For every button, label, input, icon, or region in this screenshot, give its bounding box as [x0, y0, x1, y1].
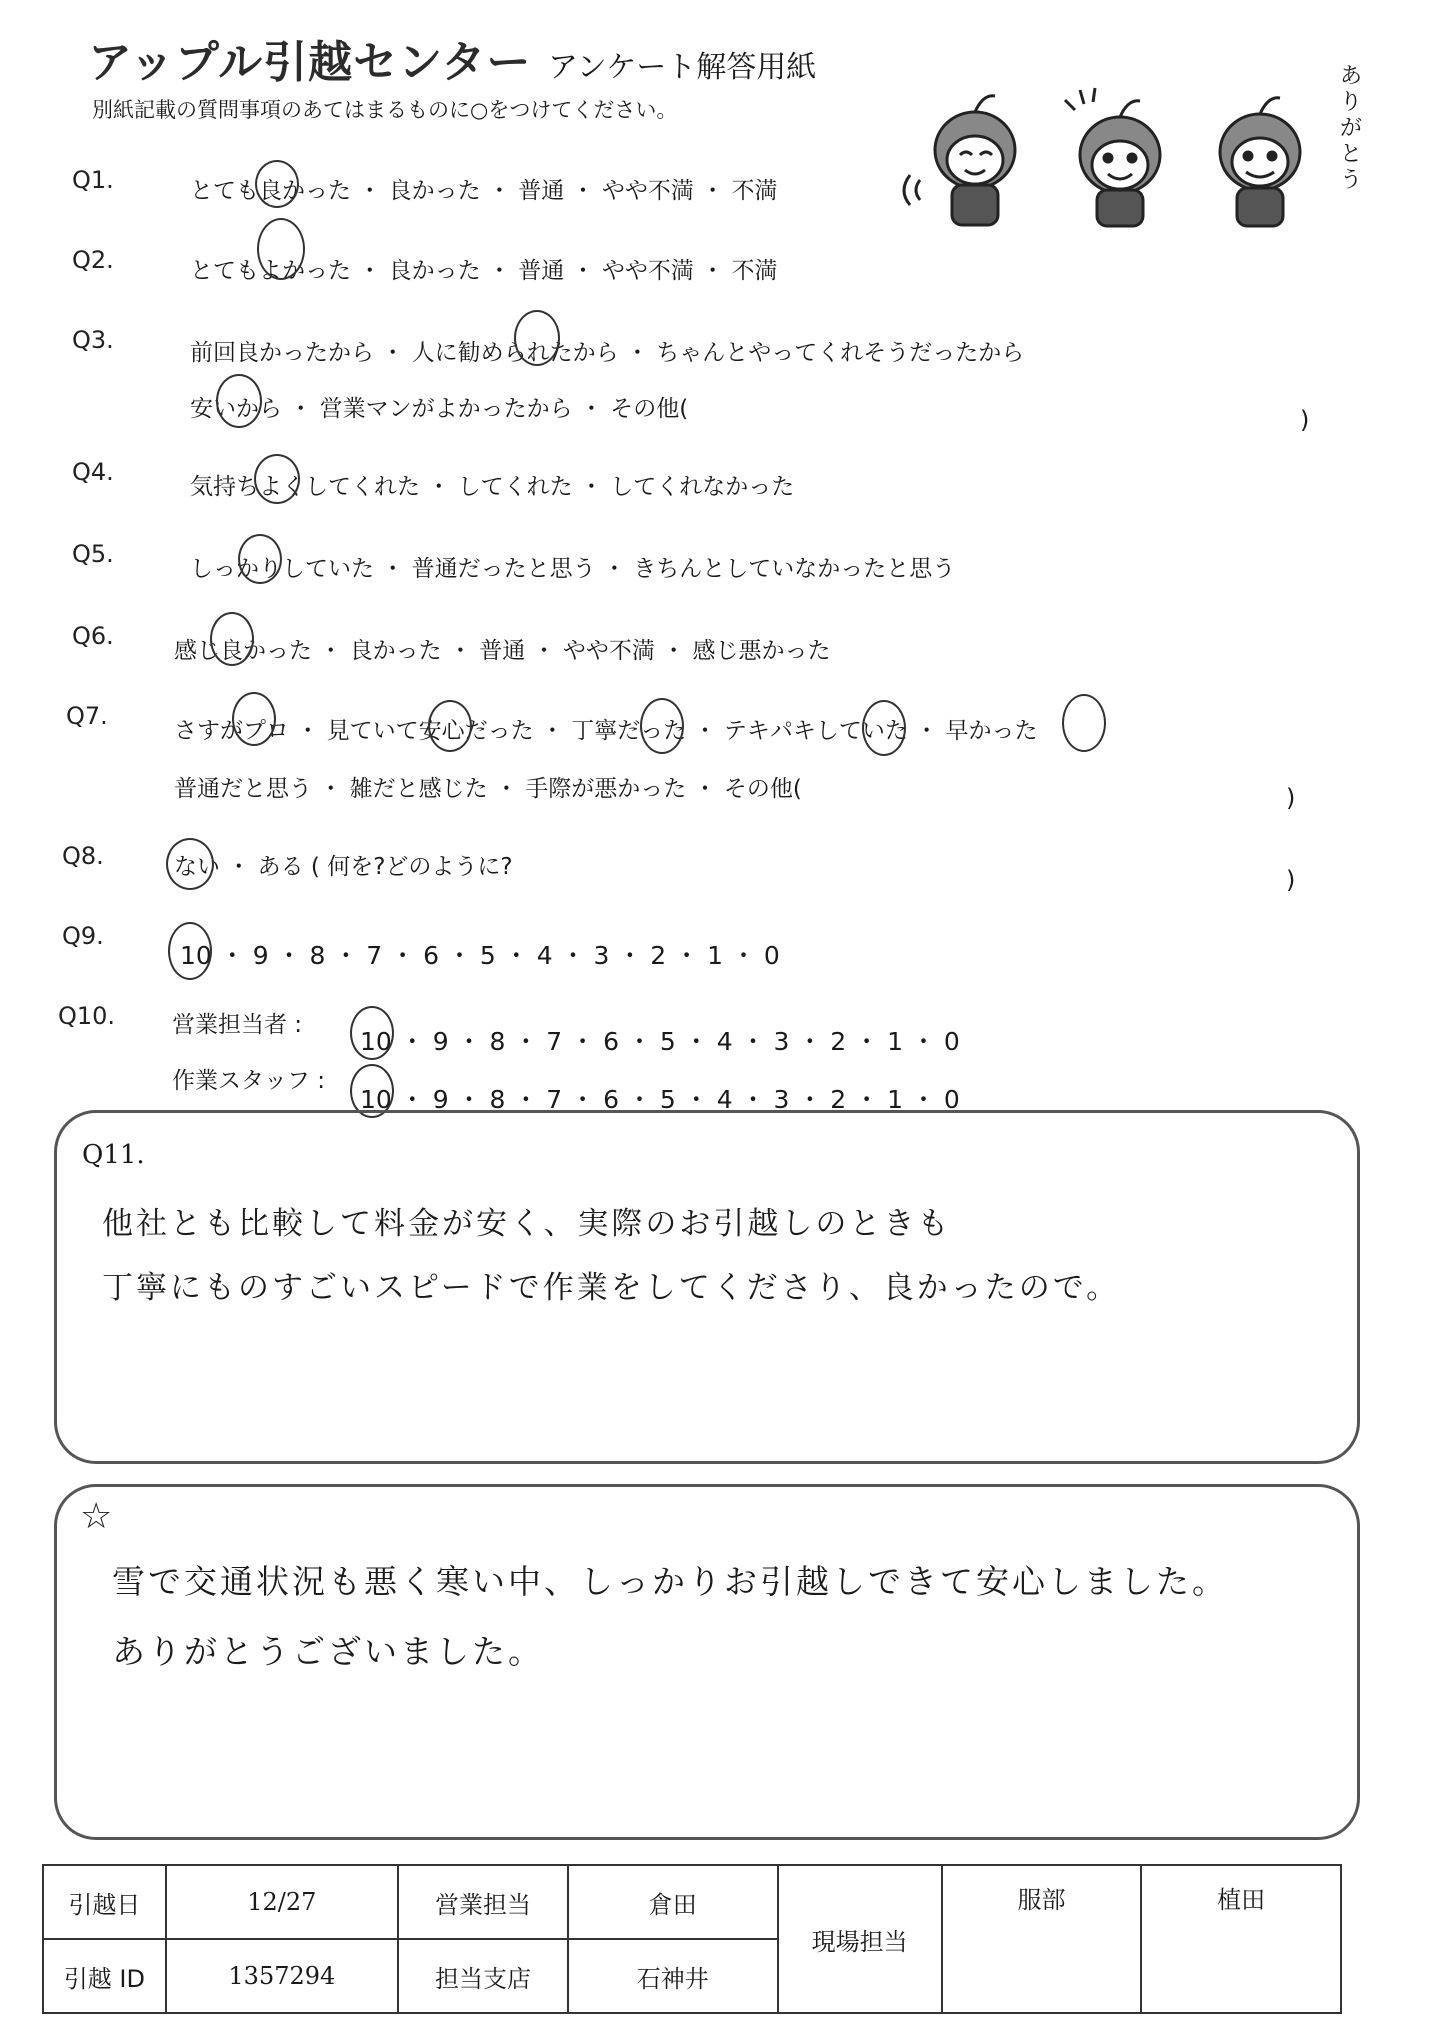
q7-close-paren: ): [1286, 784, 1296, 812]
message-line1: 雪で交通状況も悪く寒い中、しっかりお引越しできて安心しました。: [112, 1562, 1228, 1601]
selection-circle: [862, 700, 906, 756]
q11-label: Q11.: [82, 1140, 145, 1170]
monkey-icon: [1220, 98, 1300, 226]
selection-circle: [238, 534, 282, 584]
move-date-label: 引越日: [43, 1865, 166, 1939]
selection-circle: [168, 922, 212, 980]
q3-close-paren: ): [1300, 406, 1310, 434]
message-line2: ありがとうございました。: [112, 1632, 544, 1671]
q10-sales-label: 営業担当者 :: [172, 1012, 303, 1038]
q2-options: とてもよかった ・ 良かった ・ 普通 ・ やや不満 ・ 不満: [190, 258, 778, 284]
q1-label: Q1.: [72, 166, 114, 194]
mascot-svg: [900, 60, 1360, 230]
sales-rep-label: 営業担当: [398, 1865, 568, 1939]
q3-line2: 安いから ・ 営業マンがよかったから ・ その他(: [190, 396, 689, 422]
monkey-icon: [1065, 88, 1160, 226]
selection-circle: [640, 698, 684, 754]
move-date-value: 12/27: [166, 1865, 398, 1939]
selection-circle: [428, 700, 472, 752]
q3-line1: 前回良かったから ・ 人に勧められたから ・ ちゃんとやってくれそうだったから: [190, 340, 1025, 366]
selection-circle: [350, 1006, 394, 1060]
star-icon: ☆: [80, 1496, 113, 1537]
selection-circle: [254, 454, 300, 504]
q8-close-paren: ): [1286, 866, 1296, 894]
q5-label: Q5.: [72, 540, 114, 568]
sales-rep-value: 倉田: [568, 1865, 778, 1939]
q1-options: とても良かった ・ 良かった ・ 普通 ・ やや不満 ・ 不満: [190, 178, 778, 204]
q10-label: Q10.: [58, 1002, 116, 1030]
q2-label: Q2.: [72, 246, 114, 274]
monkey-icon: [904, 96, 1015, 225]
q9-label: Q9.: [62, 922, 104, 950]
move-info-table: [42, 1864, 1342, 2014]
selection-circle: [257, 218, 305, 280]
selection-circle: [232, 692, 276, 746]
site-staff-label: 現場担当: [778, 1865, 942, 2013]
q10-sales-scale: 10 ・ 9 ・ 8 ・ 7 ・ 6 ・ 5 ・ 4 ・ 3 ・ 2 ・ 1 ・ 0: [360, 1027, 960, 1056]
q4-options: 気持ちよくしてくれた ・ してくれた ・ してくれなかった: [190, 474, 795, 500]
branch-value: 石神井: [568, 1939, 778, 2013]
q4-label: Q4.: [72, 458, 114, 486]
q3-label: Q3.: [72, 326, 114, 354]
q7-label: Q7.: [66, 702, 108, 730]
q11-comment-line1: 他社とも比較して料金が安く、実際のお引越しのときも: [102, 1206, 952, 1242]
site-staff-1: 服部: [942, 1865, 1142, 2013]
q9-scale: 10 ・ 9 ・ 8 ・ 7 ・ 6 ・ 5 ・ 4 ・ 3 ・ 2 ・ 1 ・ 0: [180, 941, 780, 970]
move-id-value: 1357294: [166, 1939, 398, 2013]
q11-comment-line2: 丁寧にものすごいスピードで作業をしてくださり、良かったので。: [102, 1270, 1121, 1306]
selection-circle: [514, 310, 560, 366]
q6-options: 感じ良かった ・ 良かった ・ 普通 ・ やや不満 ・ 感じ悪かった: [174, 638, 831, 664]
company-title: アップル引越センター: [88, 37, 532, 88]
q8-label: Q8.: [62, 842, 104, 870]
branch-label: 担当支店: [398, 1939, 568, 2013]
q8-options: ない ・ ある ( 何を?どのように?: [174, 854, 513, 880]
site-staff-2: 植田: [1141, 1865, 1341, 2013]
q6-label: Q6.: [72, 622, 114, 650]
q7-line1: さすがプロ ・ 見ていて安心だった ・ 丁寧だった ・ テキパキしていた ・ 早かった: [174, 718, 1038, 744]
selection-circle: [216, 374, 262, 428]
q10-staff-label: 作業スタッフ :: [172, 1068, 326, 1094]
move-id-label: 引越 ID: [43, 1939, 166, 2013]
q10-staff-scale: 10 ・ 9 ・ 8 ・ 7 ・ 6 ・ 5 ・ 4 ・ 3 ・ 2 ・ 1 ・ 0: [360, 1085, 960, 1114]
form-subtitle: アンケート解答用紙: [548, 50, 817, 85]
selection-circle: [166, 838, 214, 890]
instruction-text: 別紙記載の質問事項のあてはまるものに○をつけてください。: [92, 98, 678, 122]
selection-circle: [1062, 694, 1106, 752]
selection-circle: [210, 612, 254, 666]
q7-line2: 普通だと思う ・ 雑だと感じた ・ 手際が悪かった ・ その他(: [174, 776, 802, 802]
monkey-mascot-illustration: [900, 60, 1360, 230]
selection-circle: [255, 160, 299, 208]
mascot-caption: ありがとう: [1340, 64, 1363, 193]
q5-options: しっかりしていた ・ 普通だったと思う ・ きちんとしていなかったと思う: [190, 556, 956, 582]
